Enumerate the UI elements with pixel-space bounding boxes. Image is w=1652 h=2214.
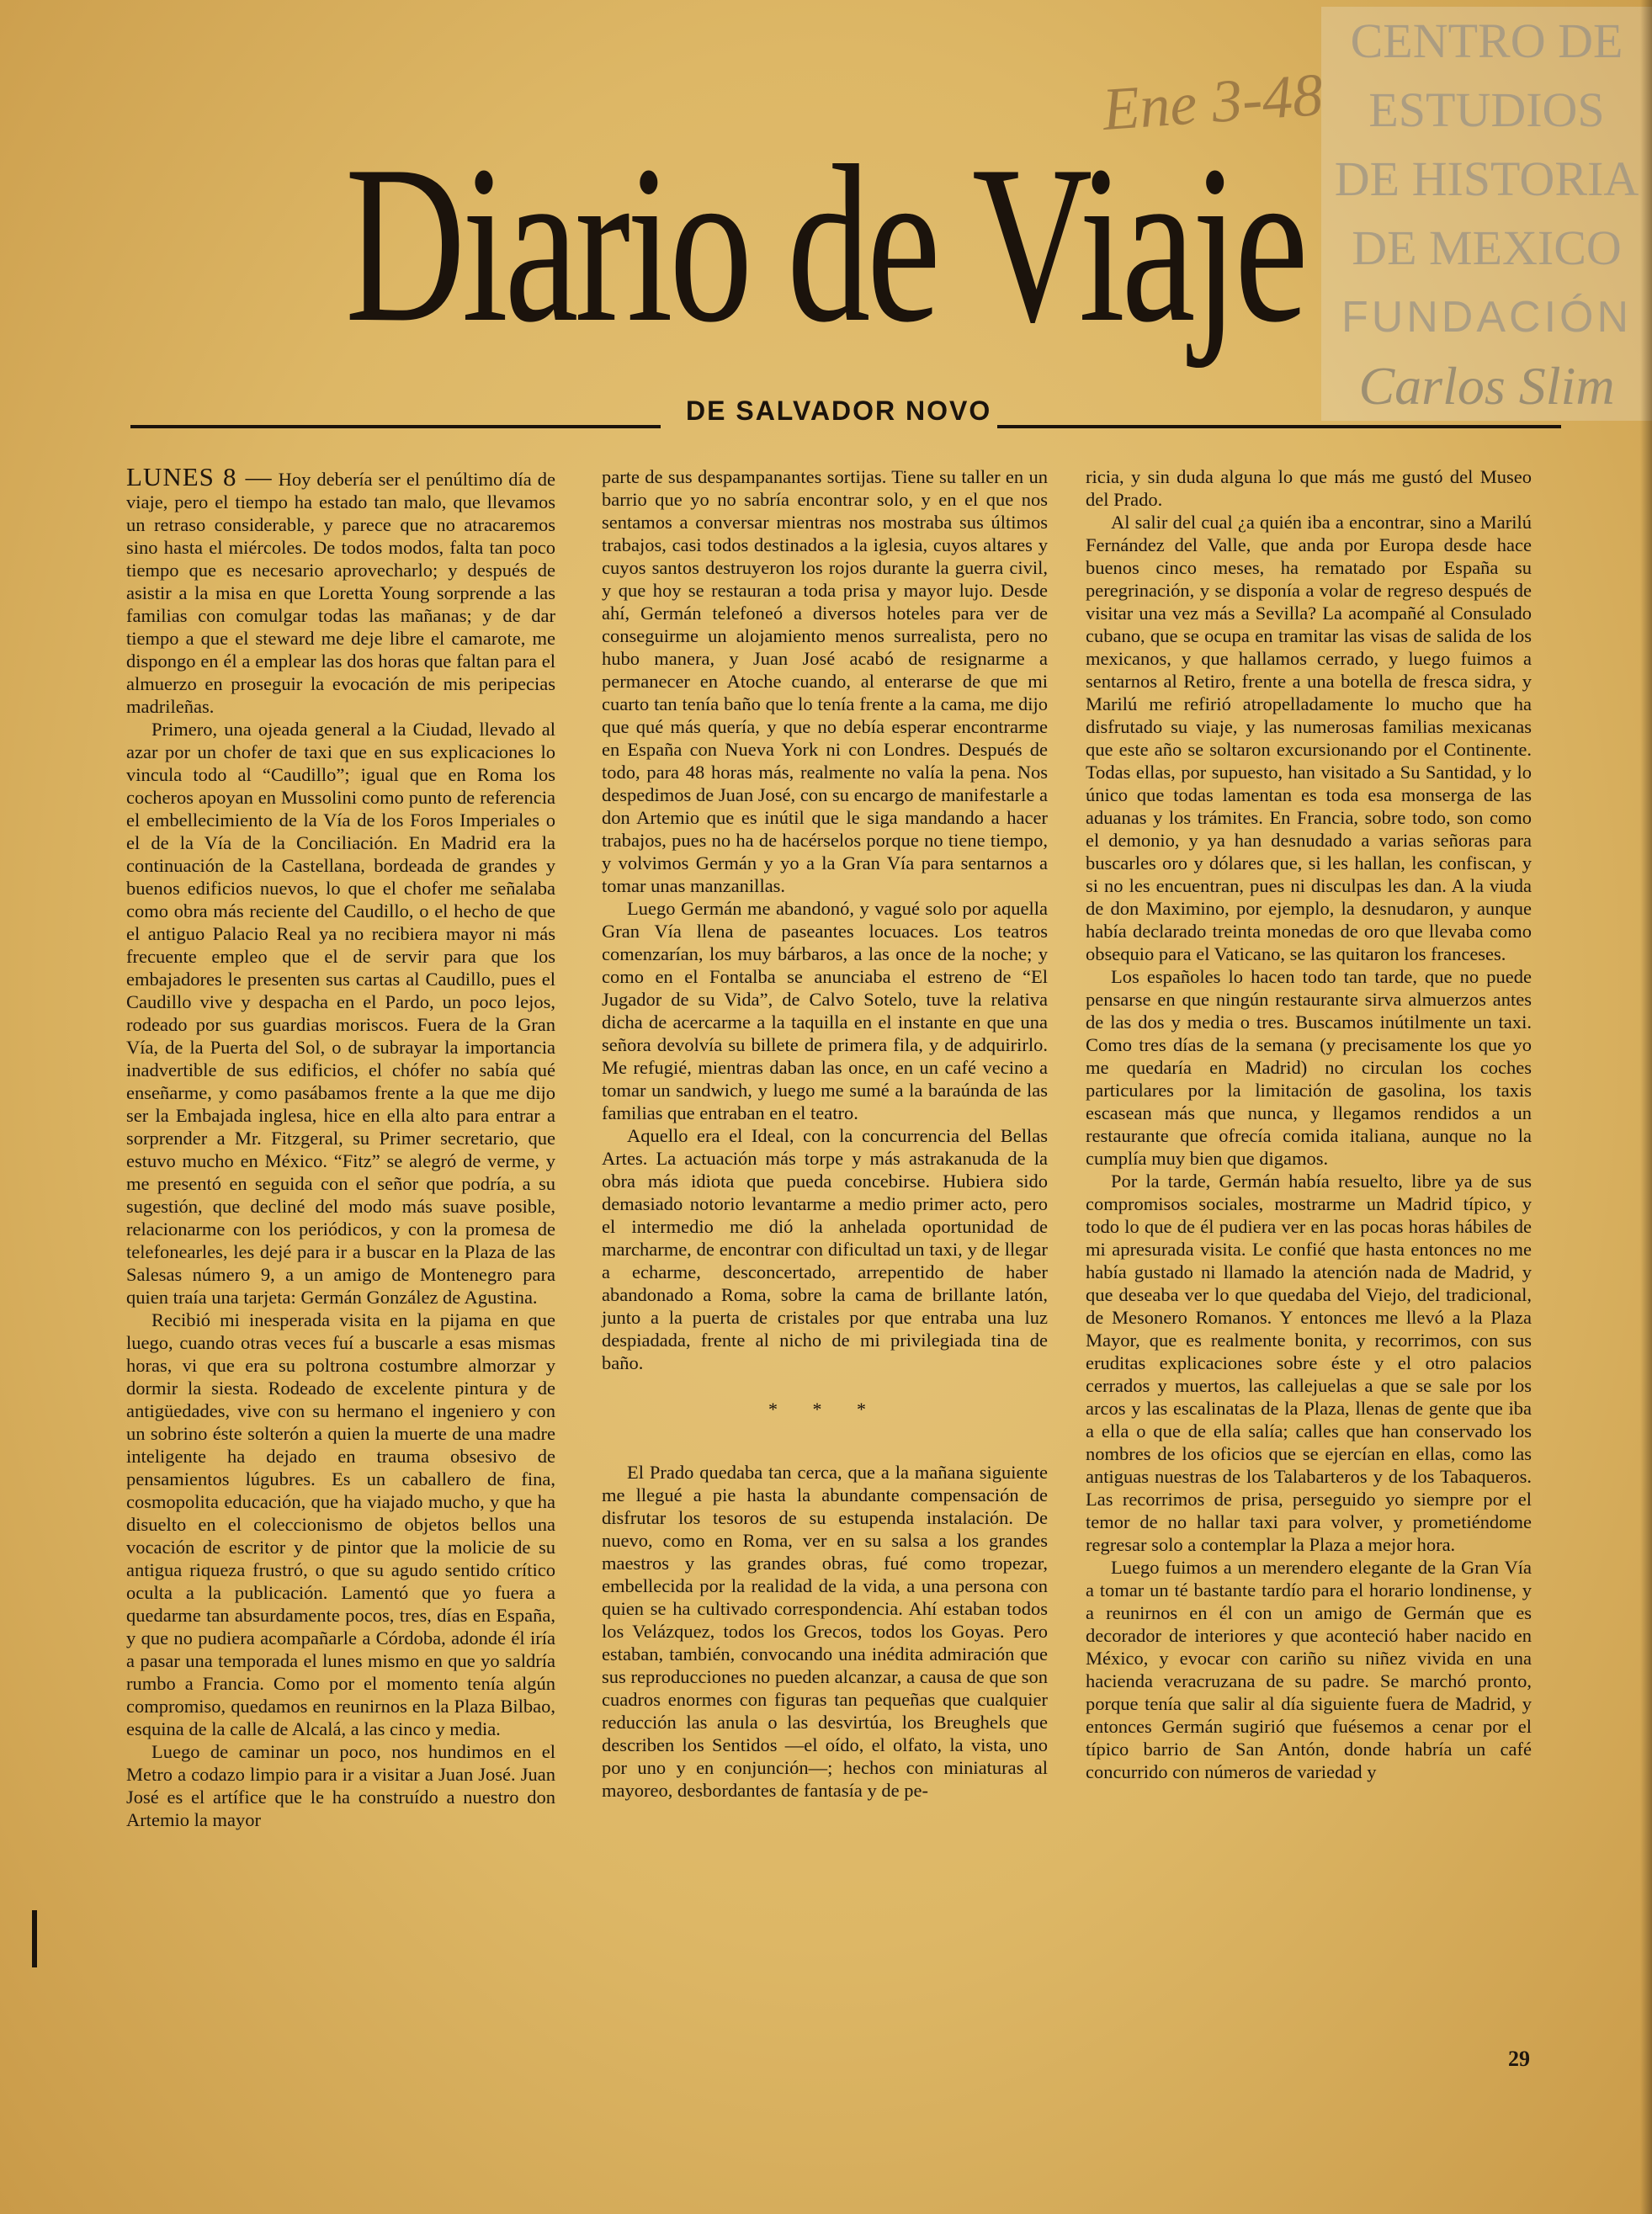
- page-edge-shadow: [1640, 0, 1652, 2214]
- margin-mark: [32, 1910, 37, 1967]
- paragraph: Recibió mi inesperada visita en la pijama en que luego, cuando otras veces fuí a buscarle a esas mismas horas, vi que era su poltrona costumbre almorzar y dormir la siesta. Rodeado de excelente pintura y de antigüedades, vive con su hermano el ingeniero y con un sobrino éste solterón a quien la muerte de una madre inteligente ha dejado en trauma obsesivo de pensamientos lúgubres. Es un caballero de fina, cosmopolita educación, que ha viajado mucho, y que ha disuelto en el coleccionismo de objetos bellos una vocación de escritor y de pintor que la molicie de su antigua riqueza frustró, o que su agudo sentido crítico oculta a la publicación. Lamentó que yo fuera a quedarme tan absurdamente pocos, tres, días en España, y que no pudiera acompañarle a Córdoba, adonde él iría a pasar una temporada el lunes mismo en que yo saldría rumbo a Francia. Como por el momento tenía algún compromiso, quedamos en reunirnos en la Plaza Bilbao, esquina de la calle de Alcalá, a las cinco y media.: [126, 1309, 555, 1739]
- page-number: 29: [1508, 2047, 1530, 2071]
- watermark-signature: Carlos Slim: [1358, 356, 1615, 416]
- lead-in-date: LUNES 8 —: [126, 462, 273, 491]
- watermark-line: DE HISTORIA: [1334, 151, 1639, 206]
- paragraph: ricia, y sin duda alguna lo que más me gustó del Museo del Prado.: [1086, 466, 1532, 510]
- handwritten-date-note: Ene 3-48: [1100, 60, 1325, 144]
- article-title: Diario de Viaje: [345, 119, 1305, 369]
- byline-rule-right: [997, 425, 1561, 428]
- watermark-foundation: FUNDACIÓN: [1341, 293, 1633, 342]
- paragraph: [126, 462, 556, 718]
- watermark-line: ESTUDIOS: [1368, 82, 1605, 137]
- paragraph: Al salir del cual ¿a quién iba a encontrar, sino a Marilú Fernández del Valle, que anda por Europa desde hace buenos cinco meses, ha rematado por España su peregrinación, y se disponía a volar de regreso después de visitar una vez más a Sevilla? La acompañé al Consulado cubano, que se ocupa en tramitar las visas de salida de los mexicanos, y que hallamos cerrado, y luego fuimos a sentarnos al Retiro, frente a una botella de fresca sidra, y Marilú me refirió atropelladamente lo mucho que ha disfrutado su viaje, y las numerosas familias mexicanas que este año se soltaron excursionando por el Continente. Todas ellas, por supuesto, han visitado a Su Santidad, y lo único que todas lamentan es toda esa monserga de las aduanas y los trámites. En Francia, sobre todo, son como el demonio, y ya han desnudado a varias señoras para buscarles oro y dólares que, si les hallan, les confiscan, y si no les encuentran, pues ni disculpas les dan. A la viuda de don Maximino, por ejemplo, la desnudaron, y aunque había declarado treinta monedas de oro que llevaba como obsequio para el Vaticano, se las quitaron los franceses.: [1086, 512, 1532, 964]
- paragraph: Aquello era el Ideal, con la concurrencia del Bellas Artes. La actuación más torpe y más astrakanuda de la obra más idiota que pueda concebirse. Hubiera sido demasiado notorio levantarme a medio primer acto, pero el intermedio me dió la anhelada oportunidad de marcharme, de encontrar con dificultad un taxi, y de llegar a echarme, desconcertado, arrepentido de haber abandonado a Roma, sobre la cama de brillante latón, junto a la puerta de cristales por que entraba una luz despiadada, frente al nicho de mi privilegiada tina de baño.: [602, 1125, 1048, 1373]
- article-byline: DE SALVADOR NOVO: [686, 396, 992, 426]
- paragraph: Luego Germán me abandonó, y vagué solo por aquella Gran Vía llena de paseantes locuaces. Los teatros comenzarían, los muy bárbaros, a las once de la noche; y como en el Fontalba se anunciaba el estreno de “El Jugador de su Vida”, de Calvo Sotelo, tuve la relativa dicha de acercarme a la taquilla en el instante en que una señora devolvía su billete de primera fila, y de adquirirlo. Me refugié, mientras daban las once, en un café vecino a tomar un sandwich, y luego me sumé a la baraúnda de las familias que entraban en el teatro.: [602, 898, 1048, 1123]
- text-column-3: [1086, 465, 1532, 1783]
- archive-watermark: [1321, 7, 1652, 421]
- paragraph: Los españoles lo hacen todo tan tarde, que no puede pensarse en que ningún restaurante sirva almuerzos antes de las dos y media o tres. Buscamos inútilmente un taxi. Como tres días de la semana (y precisamente los que yo me quedaría en Madrid) no circulan los coches particulares por la limitación de gasolina, los taxis escasean más que nunca, y llegamos rendidos a un restaurante que ofrecía comida italiana, aunque no la cumplía muy bien que digamos.: [1086, 966, 1532, 1169]
- paragraph-text: Hoy debería ser el penúltimo día de viaje, pero el tiempo ha estado tan malo, que llevamos un retraso considerable, y parece que no atracaremos sino hasta el miércoles. De todos modos, falta tan poco tiempo que es necesario aprovecharlo; y después de asistir a la misa en que Loretta Young sorprende a las familias con comulgar todas las mañanas; y de dar tiempo a que el steward me deje libre el camarote, me dispongo en él a emplear las dos horas que faltan para el almuerzo en proseguir la evocación de mis peripecias madrileñas.: [126, 469, 556, 717]
- paragraph: Luego fuimos a un merendero elegante de la Gran Vía a tomar un té bastante tardío para el horario londinense, y a reunirnos en él con un amigo de Germán que es decorador de interiores y que aconteció haber nacido en México, y evocar con cariño su niñez vivida en una hacienda veracruzana de su padre. Se marchó pronto, porque tenía que salir al día siguiente fuera de Madrid, y entonces Germán sugirió que fuésemos a cenar por el típico barrio de San Antón, donde habría un café concurrido con números de variedad y: [1086, 1557, 1532, 1782]
- paragraph: Luego de caminar un poco, nos hundimos en el Metro a codazo limpio para ir a visitar a Juan José. Juan José es el artífice que le ha construído a nuestro don Artemio la mayor: [126, 1741, 555, 1830]
- text-column-2: [602, 465, 1048, 1802]
- paragraph: El Prado quedaba tan cerca, que a la mañana siguiente me llegué a pie hasta la abundante compensación de disfrutar los tesoros de su estupenda instalación. De nuevo, como en Roma, ver en su salsa a los grandes maestros y las grandes obras, fué como tropezar, embellecida por la realidad de la vida, a una persona con quien se ha cultivado correspondencia. Ahí estaban todos los Velázquez, todos los Grecos, todos los Goyas. Pero estaban, también, convocando una inédita admiración que sus reproducciones no pueden alcanzar, a causa de que son cuadros enormes con figuras tan pequeñas que cualquier reducción las anula o las desvirtúa, los Breughels que describen los Sentidos —el oído, el olfato, la vista, uno por uno y en conjunción—; hechos con miniaturas al mayoreo, desbordantes de fantasía y de pe-: [602, 1462, 1048, 1801]
- text-column-1: [126, 462, 556, 1831]
- byline-row: [130, 396, 1561, 429]
- byline-rule-left: [130, 425, 661, 428]
- section-separator: * * *: [768, 1399, 881, 1420]
- paragraph: Por la tarde, Germán había resuelto, libre ya de sus compromisos sociales, mostrarme un Madrid típico, y todo lo que de él pudiera ver en las pocas horas hábiles de mi apresurada visita. Le confié que hasta entonces no me había gustado ni llamado la atención nada de Madrid, y que deseaba ver lo que quedaba del Viejo, del tradicional, de Mesonero Romanos. Y entonces me llevó a la Plaza Mayor, que es realmente bonita, y recorrimos, con sus eruditas explicaciones sobre éste y el otro palacios cerrados y muertos, las callejuelas a que se sale por los arcos y las escalinatas de la Plaza, llenas de gente que iba a ella o que de ella salía; calles que han conservado los nombres de los oficios que se ejercían en ellas, como las antiguas nuestras de los Talabarteros y de los Tabaqueros. Las recorrimos de prisa, perseguido yo siempre por el temor de no hallar taxi para volver, y prometiéndome regresar solo a contemplar la Plaza a mejor hora.: [1086, 1171, 1532, 1555]
- paragraph: parte de sus despampanantes sortijas. Tiene su taller en un barrio que yo no sabría encontrar solo, y en el que nos sentamos a conversar mientras nos mostraba sus últimos trabajos, casi todos destinados a la iglesia, cuyos altares y cuyos santos destruyeron los rojos durante la guerra civil, y que hoy se restauran a toda prisa y mayor lujo. Desde ahí, Germán telefoneó a diversos hoteles para ver de conseguirme un alojamiento menos surrealista, pero no hubo manera, y Juan José acabó de resignarme a permanecer en Atoche cuando, al enterarse de que mi cuarto tan tenía baño que lo tenía frente a la cama, me dijo que qué más quería, y que no debía esperar encontrarme en España con Nueva York ni con Londres. Después de todo, para 48 horas más, realmente no valía la pena. Nos despedimos de Juan José, con su encargo de manifestarle a don Artemio que es inútil que le siga mandando a hacer trabajos, pues no ha de hacérselos porque no tiene tiempo, y volvimos Germán y yo a la Gran Vía para sentarnos a tomar unas manzanillas.: [602, 466, 1048, 896]
- paragraph: Primero, una ojeada general a la Ciudad, llevado al azar por un chofer de taxi que en sus explicaciones lo vincula todo al “Caudillo”; igual que en Roma los cocheros apoyan en Mussolini como punto de referencia el embellecimiento de la Vía de los Foros Imperiales o el de la Vía de la Conciliación. En Madrid era la continuación de la Castellana, bordeada de grandes y buenos edificios nuevos, lo que el chofer me señalaba como obra más reciente del Caudillo, o el hecho de que el antiguo Palacio Real ya no recibiera mayor ni más frecuente empleo que el de servir para que los embajadores le presenten sus cartas al Caudillo, pues el Caudillo vive y despacha en el Pardo, un poco lejos, rodeado por sus guardias moriscos. Fuera de la Gran Vía, de la Puerta del Sol, o de subrayar la importancia inadvertible de sus edificios, el chófer no sabía qué enseñarme, y como pasábamos frente a la que me dijo ser la Embajada inglesa, hice en ella alto para entrar a sorprender a Mr. Fitzgeral, su Primer secretario, que estuvo mucho en México. “Fitz” se alegró de verme, y me presentó en seguida con el señor que podría, a su sugestión, que decliné del modo más suave posible, relacionarme con los periódicos, y con la promesa de telefonearles, les dejé para ir a buscar en la Plaza de las Salesas número 9, a un amigo de Montenegro para quien traía una tarjeta: Germán González de Agustina.: [126, 719, 555, 1308]
- watermark-line: CENTRO DE: [1350, 13, 1623, 68]
- watermark-line: DE MEXICO: [1352, 220, 1622, 275]
